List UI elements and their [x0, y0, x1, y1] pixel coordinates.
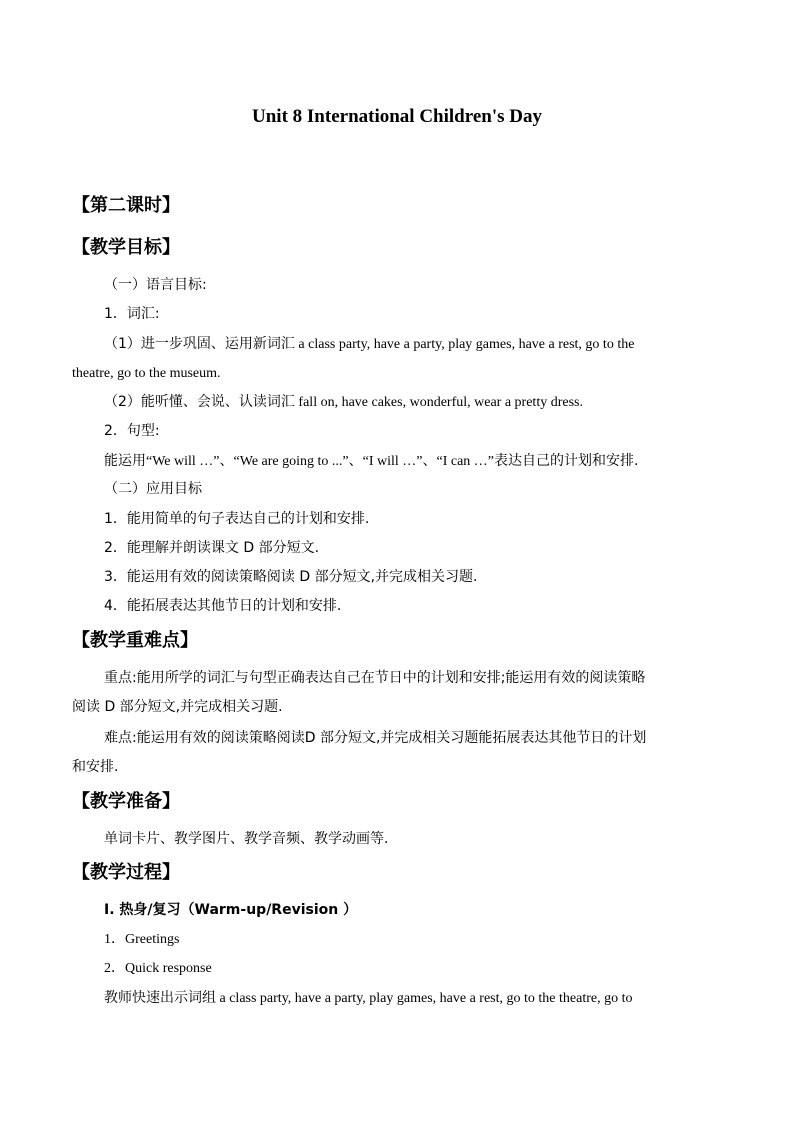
- process-item-quick-response: 2．Quick response: [104, 961, 212, 976]
- section-lesson-heading: 【第二课时】: [72, 195, 180, 216]
- sentence-cn-3: 、: [348, 453, 363, 469]
- section-process-heading: 【教学过程】: [72, 862, 180, 883]
- vocab-item-1-en: a class party, have a party, play games, have a rest, go to the: [294, 337, 635, 352]
- sentence-cn-1: 能运用: [104, 453, 146, 469]
- vocab-item-1: [104, 335, 634, 354]
- sentence-cn-4: 、: [422, 453, 437, 469]
- section-preparation-heading: 【教学准备】: [72, 791, 180, 812]
- sentence-en-4: “I can …”: [436, 454, 495, 469]
- process-item-2-desc-en: a class party, have a party, play games, have a rest, go to the theatre, go to: [216, 991, 633, 1006]
- vocab-item-2-en: fall on, have cakes, wonderful, wear a pretty dress.: [294, 395, 583, 410]
- application-goal-label: （二）应用目标: [104, 481, 202, 497]
- sentence-cn-5: 表达自己的计划和安排.: [494, 453, 639, 469]
- focus-line-1: 重点:能用所学的词汇与句型正确表达自己在节日中的计划和安排;能运用有效的阅读策略: [104, 670, 646, 686]
- vocab-heading: 1．词汇:: [104, 306, 160, 322]
- language-goal-label: （一）语言目标:: [104, 277, 207, 293]
- sentence-en-3: “I will …”: [362, 454, 423, 469]
- focus-line-2: 阅读 D 部分短文,并完成相关习题.: [72, 699, 283, 715]
- sentence-cn-2: 、: [219, 453, 234, 469]
- application-item-2: 2．能理解并朗读课文 D 部分短文.: [104, 540, 320, 556]
- process-item-greetings: 1．Greetings: [104, 932, 180, 947]
- difficulty-line-2: 和安排.: [72, 759, 119, 775]
- section-key-points-heading: 【教学重难点】: [72, 630, 198, 651]
- vocab-item-2: [104, 393, 583, 412]
- vocab-item-1-cn: （1）进一步巩固、运用新词汇: [104, 336, 295, 352]
- application-item-3: 3．能运用有效的阅读策略阅读 D 部分短文,并完成相关习题.: [104, 569, 478, 585]
- sentence-pattern-line: [104, 452, 638, 471]
- sentence-en-2: “We are going to ...”: [233, 454, 349, 469]
- process-item-2-description: [104, 989, 632, 1008]
- section-objectives-heading: 【教学目标】: [72, 237, 180, 258]
- sentence-heading: 2．句型:: [104, 423, 160, 439]
- process-item-2-desc-cn: 教师快速出示词组: [104, 990, 216, 1006]
- preparation-text: 单词卡片、教学图片、教学音频、教学动画等.: [104, 831, 389, 847]
- vocab-item-2-cn: （2）能听懂、会说、认读词汇: [104, 394, 295, 410]
- sentence-en-1: “We will …”: [146, 454, 220, 469]
- difficulty-line-1: 难点:能运用有效的阅读策略阅读D 部分短文,并完成相关习题能拓展表达其他节日的计划: [104, 730, 647, 746]
- vocab-item-1-continued: theatre, go to the museum.: [72, 366, 221, 381]
- application-item-4: 4．能拓展表达其他节日的计划和安排.: [104, 598, 342, 614]
- application-item-1: 1．能用简单的句子表达自己的计划和安排.: [104, 511, 370, 527]
- document-title: Unit 8 International Children's Day: [252, 106, 542, 127]
- process-step-1: I. 热身/复习（Warm-up/Revision ）: [104, 902, 358, 918]
